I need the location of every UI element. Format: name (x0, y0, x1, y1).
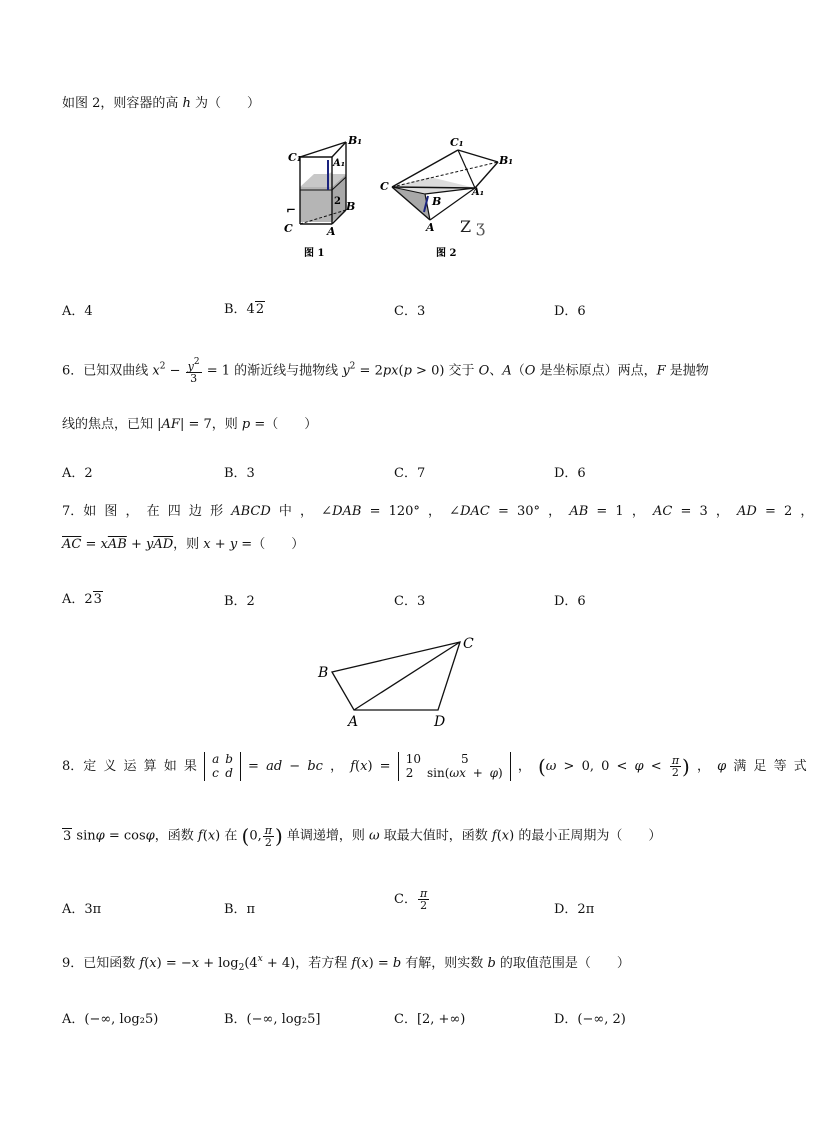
q6-stem-line-2: 线的焦点，已知 |AF| = 7，则 p =（ ） (62, 417, 318, 432)
label-a-quad: A (348, 714, 359, 730)
label-a1: A₁ (333, 158, 346, 169)
q5-option-b[interactable]: B．42 (224, 302, 265, 317)
q6-option-a[interactable]: A．2 (62, 466, 93, 481)
label-b-fig2: B (432, 195, 442, 208)
q6-stem-line-1: 6．已知双曲线 $x^2$ − $\frac{y^2}{3}$ = 1 的渐近线与抛物线 $y^2 = 2px(p > 0)$ 交于 O、A（O 是坐标原点）两点，F 是抛物 (62, 357, 709, 385)
label-a: A (327, 225, 336, 238)
q9-option-c[interactable]: C．[2, +∞) (394, 1012, 466, 1027)
label-a1-fig2: A₁ (472, 187, 485, 198)
label-b1: B₁ (348, 134, 363, 147)
quadrilateral-figure (310, 630, 490, 730)
caption-figure-2: 图 2 (436, 248, 457, 259)
prism-figures (280, 132, 530, 262)
q6-option-c[interactable]: C．7 (394, 466, 426, 481)
q8-option-d[interactable]: D．2π (554, 902, 595, 917)
label-b-quad: B (318, 665, 329, 681)
label-c-fig2: C (380, 180, 389, 193)
label-c-quad: C (463, 636, 474, 652)
q5-option-c[interactable]: C．3 (394, 304, 426, 319)
q7-stem-line-2: $\overline{AC} = x\overline{AB} + y\overline{AD}$，则 x + y =（ ） (62, 537, 305, 552)
q7-stem-line-1: 7．如 图 ， 在 四 边 形 ABCD 中 ， ∠DAB = 120° ， ∠DAC = 30° ， AB = 1 ， AC = 3 ， AD = 2 ， (62, 504, 813, 519)
label-d-quad: D (434, 714, 446, 730)
q6-option-b[interactable]: B．3 (224, 466, 255, 481)
label-c1-fig2: C₁ (450, 136, 464, 149)
q8-stem-line-1: 8．定 义 运 算 如 果 a b c d = ad − bc ， f(x) = 10 5 2 sin(ωx + φ) ， (ω > 0, 0 < φ < $\frac{\pi}{2}$ ) ， φ 满 足 等 式 (62, 752, 807, 781)
q8-option-a[interactable]: A．3π (62, 902, 102, 917)
q5-option-d[interactable]: D．6 (554, 304, 586, 319)
q6-option-d[interactable]: D．6 (554, 466, 586, 481)
label-c: C (284, 222, 293, 235)
q9-option-d[interactable]: D．(−∞, 2) (554, 1012, 626, 1027)
label-c1: C₁ (288, 151, 302, 164)
label-a-fig2: A (426, 221, 435, 234)
q8-option-b[interactable]: B．π (224, 902, 256, 917)
figure-2-prism (380, 136, 513, 236)
svg-text:⌐: ⌐ (286, 203, 297, 217)
label-b1-fig2: B₁ (499, 154, 514, 167)
q8-stem-line-2: 3 sinφ = cosφ，函数 f(x) 在 (0, $\frac{\pi}{2}$ ) 单调递增，则 ω 取最大值时，函数 f(x) 的最小正周期为（ ） (63, 823, 662, 849)
q5-option-a[interactable]: A．4 (62, 304, 93, 319)
q7-option-d[interactable]: D．6 (554, 594, 586, 609)
label-b: B (346, 200, 356, 213)
q7-option-b[interactable]: B．2 (224, 594, 255, 609)
figure-1-prism (284, 134, 362, 238)
q7-option-a[interactable]: A．23 (62, 592, 102, 607)
caption-figure-1: 图 1 (304, 248, 325, 259)
label-2: 2 (334, 196, 341, 207)
q7-option-c[interactable]: C．3 (394, 594, 426, 609)
intro-line (62, 92, 260, 111)
q9-stem: 9．已知函数 $f(x) = -x + \log_2(4^x + 4)$，若方程 f(x) = b 有解，则实数 b 的取值范围是（ ） (62, 954, 630, 973)
intro-text: 如图 2，则容器的高 h 为（ ） (62, 96, 261, 111)
q9-option-b[interactable]: B．(−∞, log₂5] (224, 1012, 321, 1027)
svg-text:Z: Z (460, 217, 472, 236)
q9-option-a[interactable]: A．(−∞, log₂5) (62, 1012, 159, 1027)
q8-option-c[interactable]: C． $\frac{\pi}{2}$ (394, 887, 428, 912)
svg-text:ʒ: ʒ (476, 217, 486, 236)
